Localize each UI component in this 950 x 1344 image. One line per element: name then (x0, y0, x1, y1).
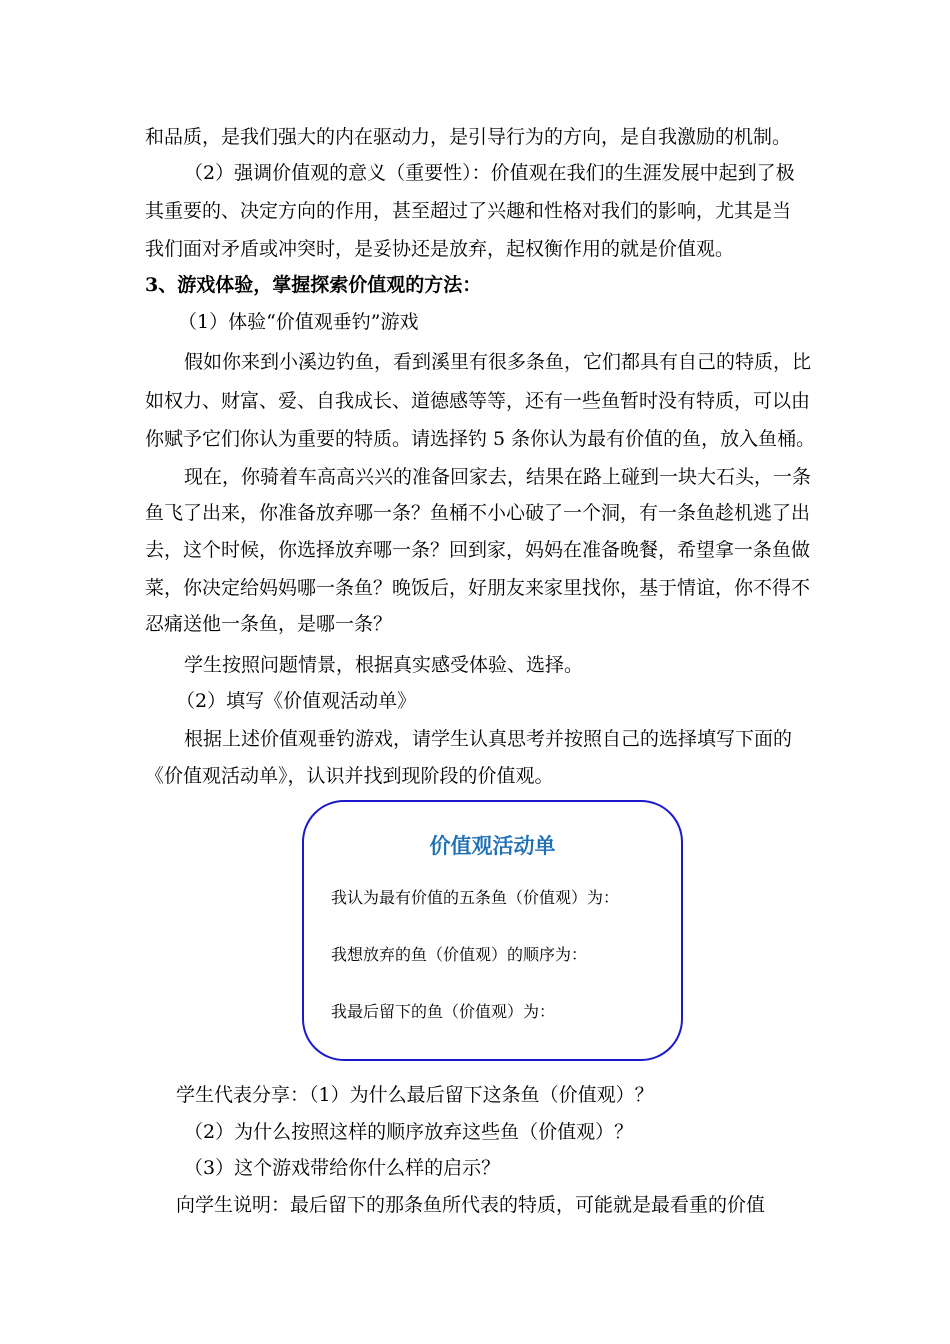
section-heading: 3、游戏体验，掌握探索价值观的方法： (145, 274, 482, 296)
activity-sheet-line: 我认为最有价值的五条鱼（价值观）为： (331, 888, 620, 907)
paragraph-line: （3）这个游戏带给你什么样的启示？ (184, 1157, 501, 1179)
paragraph-line: 我们面对矛盾或冲突时，是妥协还是放弃，起权衡作用的就是价值观。 (145, 238, 735, 260)
paragraph-line: 去，这个时候，你选择放弃哪一条？回到家，妈妈在准备晚餐，希望拿一条鱼做 (145, 539, 811, 561)
paragraph-line: 鱼飞了出来，你准备放弃哪一条？鱼桶不小心破了一个洞，有一条鱼趁机逃了出 (145, 502, 811, 524)
paragraph-line: 菜，你决定给妈妈哪一条鱼？晚饭后，好朋友来家里找你，基于情谊，你不得不 (145, 577, 811, 599)
paragraph-line: 《价值观活动单》，认识并找到现阶段的价值观。 (145, 765, 554, 787)
activity-sheet-box (302, 800, 683, 1061)
paragraph-line: 其重要的、决定方向的作用，甚至超过了兴趣和性格对我们的影响，尤其是当 (145, 200, 792, 222)
paragraph-line: （2）为什么按照这样的顺序放弃这些鱼（价值观）？ (184, 1121, 634, 1143)
paragraph-line: 学生按照问题情景，根据真实感受体验、选择。 (184, 654, 584, 676)
paragraph-line: 忍痛送他一条鱼，是哪一条？ (145, 613, 393, 635)
paragraph-line: （2）强调价值观的意义（重要性）：价值观在我们的生涯发展中起到了极 (184, 162, 795, 184)
paragraph-line: 假如你来到小溪边钓鱼，看到溪里有很多条鱼，它们都具有自己的特质，比 (184, 351, 812, 373)
paragraph-line: 和品质，是我们强大的内在驱动力，是引导行为的方向，是自我激励的机制。 (145, 126, 792, 148)
paragraph-line: 现在，你骑着车高高兴兴的准备回家去，结果在路上碰到一块大石头，一条 (184, 466, 812, 488)
paragraph-line: 向学生说明：最后留下的那条鱼所代表的特质，可能就是最看重的价值 (176, 1194, 766, 1216)
paragraph-line: 你赋予它们你认为重要的特质。请选择钓 5 条你认为最有价值的鱼，放入鱼桶。 (145, 428, 816, 450)
paragraph-line: 如权力、财富、爱、自我成长、道德感等等，还有一些鱼暂时没有特质，可以由 (145, 390, 811, 412)
paragraph-line: 学生代表分享：（1）为什么最后留下这条鱼（价值观）？ (176, 1084, 654, 1106)
activity-sheet-title: 价值观活动单 (429, 833, 556, 858)
subsection-heading: （2）填写《价值观活动单》 (176, 690, 417, 712)
subsection-heading: （1）体验“价值观垂钓”游戏 (178, 311, 419, 333)
activity-sheet-line: 我想放弃的鱼（价值观）的顺序为： (331, 945, 588, 964)
paragraph-line: 根据上述价值观垂钓游戏，请学生认真思考并按照自己的选择填写下面的 (184, 728, 793, 750)
activity-sheet-line: 我最后留下的鱼（价值观）为： (331, 1002, 556, 1021)
